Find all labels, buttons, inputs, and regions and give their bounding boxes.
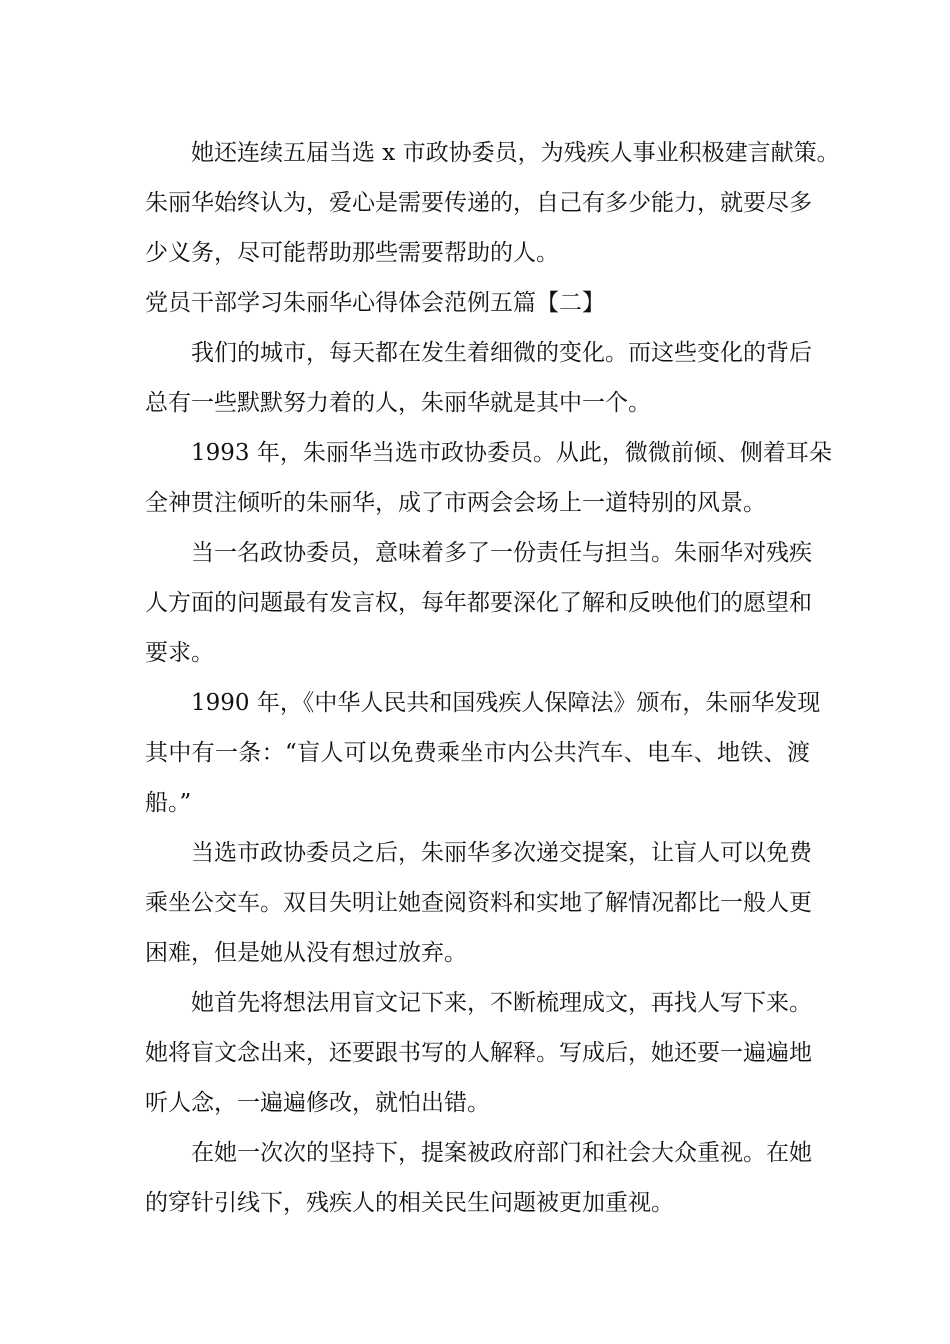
text-line: 当选市政协委员之后，朱丽华多次递交提案，让盲人可以免费 <box>191 840 812 866</box>
text-line: 当一名政协委员，意味着多了一份责任与担当。朱丽华对残疾 <box>191 540 812 566</box>
text-line: 要求。 <box>145 640 214 666</box>
document-page <box>145 128 840 1228</box>
text-line: 少义务，尽可能帮助那些需要帮助的人。 <box>145 240 559 266</box>
section-heading: 党员干部学习朱丽华心得体会范例五篇【二】 <box>145 290 605 316</box>
text-line: 在她一次次的坚持下，提案被政府部门和社会大众重视。在她 <box>191 1140 812 1166</box>
text-line: 船。” <box>145 790 192 816</box>
text-line: 1990 年，《中华人民共和国残疾人保障法》颁布，朱丽华发现 <box>191 690 821 716</box>
text-line: 总有一些默默努力着的人，朱丽华就是其中一个。 <box>145 390 651 416</box>
text-line: 人方面的问题最有发言权，每年都要深化了解和反映他们的愿望和 <box>145 590 812 616</box>
text-line: 她将盲文念出来，还要跟书写的人解释。写成后，她还要一遍遍地 <box>145 1040 812 1066</box>
text-line: 听人念，一遍遍修改，就怕出错。 <box>145 1090 490 1116</box>
text-line: 困难，但是她从没有想过放弃。 <box>145 940 467 966</box>
text-line: 1993 年，朱丽华当选市政协委员。从此，微微前倾、侧着耳朵 <box>191 440 832 466</box>
text-line: 朱丽华始终认为，爱心是需要传递的，自己有多少能力，就要尽多 <box>145 190 812 216</box>
text-line: 她还连续五届当选 x 市政协委员，为残疾人事业积极建言献策。 <box>191 140 840 166</box>
text-line: 其中有一条：“盲人可以免费乘坐市内公共汽车、电车、地铁、渡 <box>145 740 810 766</box>
text-line: 我们的城市，每天都在发生着细微的变化。而这些变化的背后 <box>191 340 812 366</box>
text-line: 的穿针引线下，残疾人的相关民生问题被更加重视。 <box>145 1190 674 1216</box>
text-line: 她首先将想法用盲文记下来，不断梳理成文，再找人写下来。 <box>191 990 812 1016</box>
text-line: 全神贯注倾听的朱丽华，成了市两会会场上一道特别的风景。 <box>145 490 766 516</box>
text-line: 乘坐公交车。双目失明让她查阅资料和实地了解情况都比一般人更 <box>145 890 812 916</box>
